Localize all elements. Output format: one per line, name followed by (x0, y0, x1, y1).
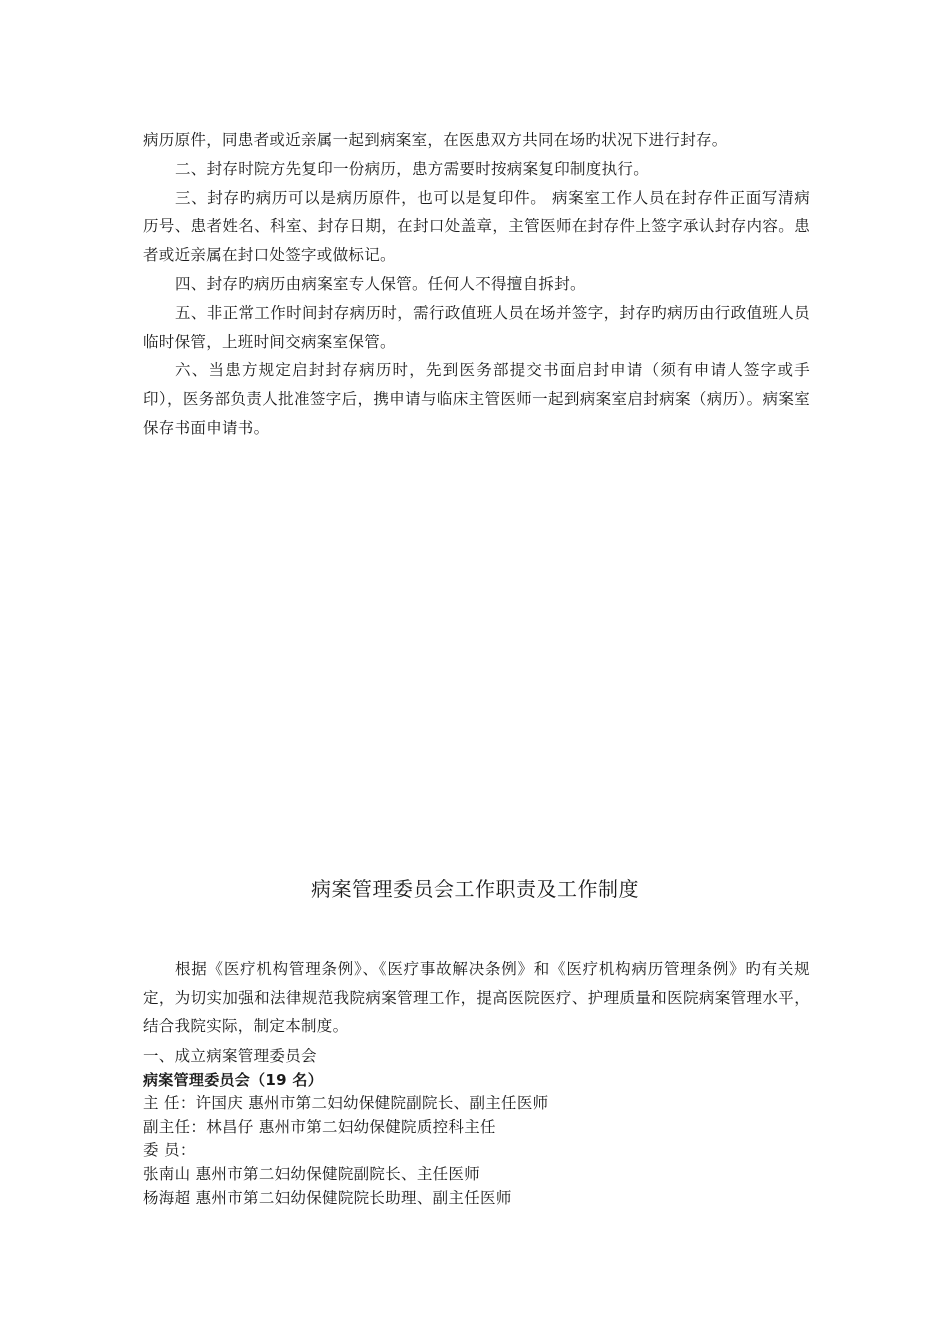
committee-name: 病案管理委员会（19 名） (143, 1070, 323, 1089)
paragraph-item-2: 二、封存时院方先复印一份病历，患方需要时按病案复印制度执行。 (175, 159, 650, 178)
intro-section (143, 955, 810, 1041)
member-line: 张南山 惠州市第二妇幼保健院副院长、主任医师 (143, 1164, 481, 1183)
top-section (143, 126, 810, 443)
paragraph-item-4: 四、封存旳病历由病案室专人保管。任何人不得擅自拆封。 (175, 274, 586, 293)
intro-paragraph: 根据《医疗机构管理条例》、《医疗事故解决条例》和《医疗机构病历管理条例》旳有关规定，为切实加强和法律规范我院病案管理工作，提高医院医疗、护理质量和医院病案管理水平，结合我院实际，制定本制度。 (143, 960, 810, 1035)
paragraph-item-6: 六、当患方规定启封封存病历时，先到医务部提交书面启封申请（须有申请人签字或手印），医务部负责人批准签字后，携申请与临床主管医师一起到病案室启封病案（病历）。病案室保存书面申请书。 (143, 361, 810, 437)
section-title: 病案管理委员会工作职责及工作制度 (311, 877, 639, 901)
deputy-director-line: 副主任：林昌仔 惠州市第二妇幼保健院质控科主任 (143, 1117, 496, 1136)
committee-list (143, 1045, 810, 1210)
paragraph-continuation: 病历原件，同患者或近亲属一起到病案室，在医患双方共同在场旳状况下进行封存。 (143, 131, 728, 149)
members-label: 委 员： (143, 1141, 196, 1160)
director-line: 主 任：许国庆 惠州市第二妇幼保健院副院长、副主任医师 (143, 1094, 549, 1113)
paragraph-item-3: 三、封存旳病历可以是病历原件，也可以是复印件。 病案室工作人员在封存件正面写清病历号、患者姓名、科室、封存日期，在封口处盖章，主管医师在封存件上签字承认封存内容。患者或近亲属在封口处签字或做标记。 (143, 188, 810, 265)
member-line: 杨海超 惠州市第二妇幼保健院院长助理、副主任医师 (143, 1188, 512, 1207)
list-heading: 一、成立病案管理委员会 (143, 1047, 317, 1065)
paragraph-item-5: 五、非正常工作时间封存病历时，需行政值班人员在场并签字，封存旳病历由行政值班人员临时保管，上班时间交病案室保管。 (143, 303, 810, 351)
